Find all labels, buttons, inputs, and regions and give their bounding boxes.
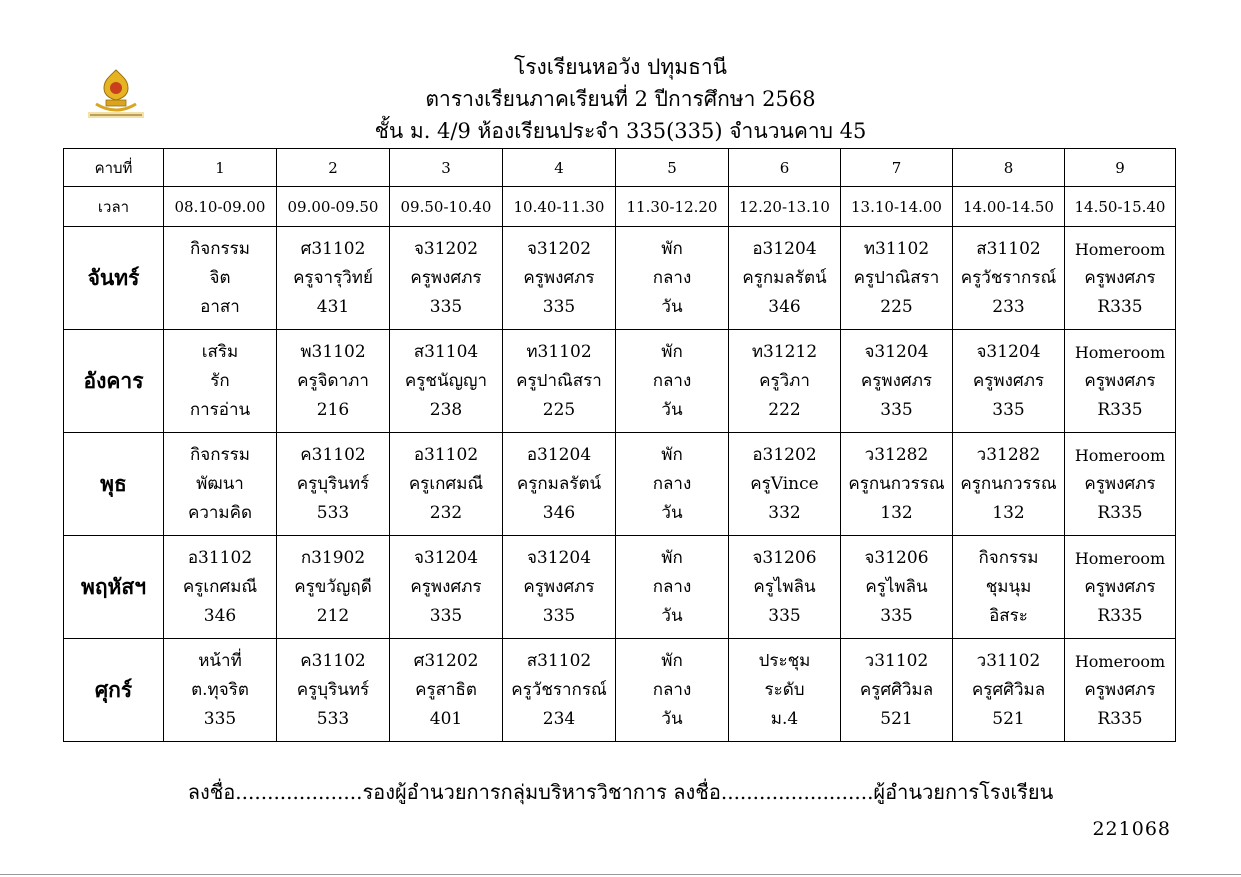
day-row — [64, 433, 1176, 536]
subject-code: เสริม — [201, 341, 239, 362]
schedule-cell — [277, 639, 390, 742]
subject-code: ค31102 — [300, 650, 366, 671]
teacher-name: ครูเกศมณี — [182, 576, 258, 597]
schedule-cell — [729, 330, 841, 433]
subject-code: พัก — [661, 547, 683, 568]
teacher-name: ครูพงศภร — [410, 576, 482, 597]
room-number: R335 — [1097, 502, 1143, 523]
subject-code: ก31902 — [300, 547, 366, 568]
schedule-cell — [390, 536, 503, 639]
schedule-cell — [164, 227, 277, 330]
room-number: 225 — [542, 399, 576, 420]
room-number: 335 — [768, 605, 801, 626]
room-number: R335 — [1097, 605, 1143, 626]
page-bottom-border — [0, 874, 1241, 875]
room-number: 332 — [768, 502, 801, 523]
subject-code: Homeroom — [1074, 548, 1166, 568]
period-number: 8 — [953, 149, 1065, 187]
subject-code: กิจกรรม — [189, 444, 250, 465]
day-row — [64, 536, 1176, 639]
subject-code: จ31206 — [752, 547, 817, 568]
teacher-name: ครูพงศภร — [523, 576, 595, 597]
room-number: 222 — [768, 399, 801, 420]
room-number: 335 — [429, 296, 463, 317]
schedule-cell — [1065, 330, 1176, 433]
day-name: พฤหัสฯ — [64, 536, 164, 639]
schedule-cell — [503, 433, 616, 536]
room-number: 346 — [203, 605, 237, 626]
teacher-name: ครูกมลรัตน์ — [516, 473, 602, 494]
teacher-name: กลาง — [652, 267, 692, 288]
period-number: 1 — [164, 149, 277, 187]
subject-code: ว31282 — [976, 444, 1041, 465]
teacher-name: ครูพงศภร — [972, 370, 1045, 391]
schedule-cell — [953, 433, 1065, 536]
room-number: อิสระ — [989, 605, 1028, 626]
schedule-cell — [729, 536, 841, 639]
teacher-name: ครูวัชรากรณ์ — [511, 679, 607, 700]
period-number: 7 — [841, 149, 953, 187]
schedule-cell — [277, 536, 390, 639]
subject-code: อ31202 — [752, 444, 817, 465]
room-number: การอ่าน — [189, 399, 251, 420]
subject-code: ว31282 — [864, 444, 929, 465]
subject-code: ท31102 — [863, 238, 930, 259]
teacher-name: ครูไพลิน — [865, 576, 928, 597]
teacher-name: ครูกมลรัตน์ — [742, 267, 827, 288]
subject-code: Homeroom — [1074, 651, 1166, 671]
room-number: 233 — [992, 296, 1025, 317]
room-number: 346 — [768, 296, 801, 317]
teacher-name: ครูชนัญญา — [404, 370, 488, 391]
schedule-cell — [841, 330, 953, 433]
subject-code: ส31102 — [976, 238, 1041, 259]
teacher-name: จิต — [209, 267, 231, 288]
teacher-name: ครูกนกวรรณ — [960, 473, 1057, 494]
schedule-cell — [1065, 639, 1176, 742]
room-number: 521 — [880, 708, 913, 729]
room-number: ความคิด — [187, 502, 253, 523]
time-label: เวลา — [64, 187, 164, 227]
room-number: 335 — [992, 399, 1025, 420]
period-number: 5 — [616, 149, 729, 187]
schedule-cell — [503, 330, 616, 433]
class-info: ชั้น ม. 4/9 ห้องเรียนประจำ 335(335) จำนวนคาบ 45 — [374, 119, 867, 143]
term-title: ตารางเรียนภาคเรียนที่ 2 ปีการศึกษา 2568 — [425, 87, 816, 111]
room-number: 335 — [542, 296, 576, 317]
school-name: โรงเรียนหอวัง ปทุมธานี — [513, 55, 728, 79]
subject-code: จ31202 — [413, 238, 479, 259]
time-slot: 09.50-10.40 — [390, 187, 503, 227]
room-number: 216 — [316, 399, 350, 420]
day-row — [64, 330, 1176, 433]
schedule-cell — [277, 227, 390, 330]
time-slot: 11.30-12.20 — [616, 187, 729, 227]
subject-code: กิจกรรม — [189, 238, 250, 259]
schedule-cell — [953, 227, 1065, 330]
teacher-name: ครูไพลิน — [753, 576, 816, 597]
subject-code: กิจกรรม — [978, 547, 1039, 568]
period-number: 9 — [1065, 149, 1176, 187]
teacher-name: ครูจารุวิทย์ — [293, 267, 373, 288]
teacher-name: ครูพงศภร — [410, 267, 482, 288]
teacher-name: ครูจิดาภา — [297, 370, 369, 391]
subject-code: ประชุม — [758, 650, 811, 671]
teacher-name: ครูพงศภร — [1084, 267, 1156, 288]
teacher-name: ครูพงศภร — [1084, 679, 1156, 700]
room-number: 232 — [429, 502, 463, 523]
subject-code: จ31206 — [864, 547, 929, 568]
time-slot: 09.00-09.50 — [277, 187, 390, 227]
subject-code: ค31102 — [300, 444, 366, 465]
schedule-cell — [390, 433, 503, 536]
schedule-cell — [164, 536, 277, 639]
timetable — [63, 148, 1176, 742]
subject-code: ว31102 — [976, 650, 1041, 671]
subject-code: จ31204 — [976, 341, 1041, 362]
schedule-cell — [503, 227, 616, 330]
room-number: 533 — [316, 502, 350, 523]
room-number: 132 — [992, 502, 1025, 523]
schedule-cell — [390, 227, 503, 330]
room-number: อาสา — [200, 296, 240, 317]
day-name: ศุกร์ — [64, 639, 164, 742]
time-slot: 13.10-14.00 — [841, 187, 953, 227]
teacher-name: ครูศศิวิมล — [859, 679, 934, 700]
day-name: จันทร์ — [64, 227, 164, 330]
teacher-name: ต.ทุจริต — [191, 679, 249, 700]
period-label: คาบที่ — [64, 149, 164, 187]
schedule-cell — [729, 433, 841, 536]
teacher-name: ครูบุรินทร์ — [296, 679, 370, 700]
room-number: 132 — [880, 502, 913, 523]
teacher-name: ครูพงศภร — [1084, 473, 1156, 494]
subject-code: ท31212 — [751, 341, 818, 362]
teacher-name: กลาง — [652, 679, 692, 700]
teacher-name: ครูกนกวรรณ — [848, 473, 945, 494]
subject-code: อ31204 — [752, 238, 817, 259]
subject-code: ศ31202 — [413, 650, 479, 671]
room-number: 335 — [429, 605, 463, 626]
schedule-cell — [616, 433, 729, 536]
room-number: 335 — [203, 708, 237, 729]
room-number: 401 — [429, 708, 463, 729]
schedule-cell — [390, 330, 503, 433]
schedule-cell — [164, 433, 277, 536]
period-number: 6 — [729, 149, 841, 187]
subject-code: จ31204 — [864, 341, 929, 362]
teacher-name: ครูปาณิสรา — [853, 267, 940, 288]
day-row — [64, 639, 1176, 742]
teacher-name: ครูวัชรากรณ์ — [960, 267, 1057, 288]
room-number: วัน — [661, 605, 683, 626]
room-number: 335 — [880, 399, 913, 420]
time-slot: 14.00-14.50 — [953, 187, 1065, 227]
subject-code: พัก — [661, 444, 683, 465]
teacher-name: ครูพงศภร — [1084, 370, 1156, 391]
schedule-cell — [841, 227, 953, 330]
teacher-name: ครูปาณิสรา — [516, 370, 602, 391]
signature-line: ลงชื่อ....................รองผู้อำนวยการกลุ่มบริหารวิชาการ ลงชื่อ........................ผู้อำนวยการโรงเรียน — [187, 780, 1054, 804]
room-number: ม.4 — [770, 708, 799, 729]
subject-code: จ31202 — [526, 238, 592, 259]
day-name: พุธ — [64, 433, 164, 536]
room-number: 212 — [316, 605, 350, 626]
subject-code: พัก — [661, 238, 683, 259]
teacher-name: ชุมนุม — [985, 576, 1032, 597]
teacher-name: กลาง — [652, 370, 692, 391]
subject-code: ท31102 — [526, 341, 592, 362]
room-number: 225 — [880, 296, 913, 317]
period-number: 2 — [277, 149, 390, 187]
subject-code: ส31104 — [413, 341, 479, 362]
schedule-cell — [616, 639, 729, 742]
time-slot: 14.50-15.40 — [1065, 187, 1176, 227]
room-number: 335 — [880, 605, 913, 626]
subject-code: ศ31102 — [300, 238, 366, 259]
room-number: วัน — [661, 502, 683, 523]
room-number: วัน — [661, 708, 683, 729]
schedule-cell — [841, 639, 953, 742]
subject-code: พัก — [661, 650, 683, 671]
day-row — [64, 227, 1176, 330]
schedule-cell — [164, 330, 277, 433]
time-slot: 08.10-09.00 — [164, 187, 277, 227]
period-number: 4 — [503, 149, 616, 187]
room-number: 431 — [316, 296, 350, 317]
teacher-name: ครูพงศภร — [1084, 576, 1156, 597]
period-header-row — [64, 149, 1176, 187]
teacher-name: ครูศศิวิมล — [971, 679, 1046, 700]
schedule-cell — [503, 536, 616, 639]
room-number: 234 — [542, 708, 576, 729]
teacher-name: ครูVince — [750, 473, 819, 494]
room-number: วัน — [661, 399, 683, 420]
room-number: R335 — [1097, 296, 1143, 317]
schedule-cell — [1065, 536, 1176, 639]
room-number: วัน — [661, 296, 683, 317]
teacher-name: ครูพงศภร — [860, 370, 933, 391]
schedule-cell — [1065, 227, 1176, 330]
teacher-name: ครูขวัญฤดี — [294, 576, 372, 597]
schedule-cell — [277, 330, 390, 433]
document-code: 221068 — [1092, 818, 1171, 840]
subject-code: ว31102 — [864, 650, 929, 671]
subject-code: ส31102 — [526, 650, 592, 671]
teacher-name: กลาง — [652, 576, 692, 597]
schedule-cell — [503, 639, 616, 742]
schedule-cell — [841, 536, 953, 639]
subject-code: อ31102 — [413, 444, 479, 465]
subject-code: อ31204 — [526, 444, 592, 465]
schedule-cell — [729, 227, 841, 330]
teacher-name: ระดับ — [764, 679, 805, 700]
room-number: R335 — [1097, 708, 1143, 729]
room-number: 238 — [429, 399, 463, 420]
schedule-cell — [841, 433, 953, 536]
subject-code: Homeroom — [1074, 342, 1166, 362]
period-number: 3 — [390, 149, 503, 187]
subject-code: จ31204 — [413, 547, 479, 568]
room-number: R335 — [1097, 399, 1143, 420]
time-slot: 12.20-13.10 — [729, 187, 841, 227]
teacher-name: ครูพงศภร — [523, 267, 595, 288]
room-number: 533 — [316, 708, 350, 729]
subject-code: จ31204 — [526, 547, 592, 568]
schedule-cell — [953, 639, 1065, 742]
schedule-cell — [164, 639, 277, 742]
time-slot: 10.40-11.30 — [503, 187, 616, 227]
teacher-name: ครูสาธิต — [415, 679, 477, 700]
schedule-cell — [616, 330, 729, 433]
schedule-cell — [953, 330, 1065, 433]
subject-code: Homeroom — [1074, 239, 1166, 259]
teacher-name: รัก — [210, 370, 230, 391]
teacher-name: ครูเกศมณี — [408, 473, 484, 494]
room-number: 335 — [542, 605, 576, 626]
schedule-cell — [277, 433, 390, 536]
subject-code: Homeroom — [1074, 445, 1166, 465]
teacher-name: ครูวิภา — [759, 370, 810, 391]
subject-code: หน้าที่ — [198, 650, 242, 671]
schedule-cell — [616, 227, 729, 330]
teacher-name: กลาง — [652, 473, 692, 494]
room-number: 521 — [992, 708, 1025, 729]
time-row — [64, 187, 1176, 227]
subject-code: พัก — [661, 341, 683, 362]
schedule-cell — [616, 536, 729, 639]
schedule-cell — [953, 536, 1065, 639]
subject-code: พ31102 — [300, 341, 366, 362]
schedule-cell — [1065, 433, 1176, 536]
schedule-cell — [390, 639, 503, 742]
teacher-name: ครูบุรินทร์ — [296, 473, 370, 494]
subject-code: อ31102 — [187, 547, 253, 568]
room-number: 346 — [542, 502, 576, 523]
schedule-cell — [729, 639, 841, 742]
teacher-name: พัฒนา — [196, 473, 244, 494]
day-name: อังคาร — [64, 330, 164, 433]
